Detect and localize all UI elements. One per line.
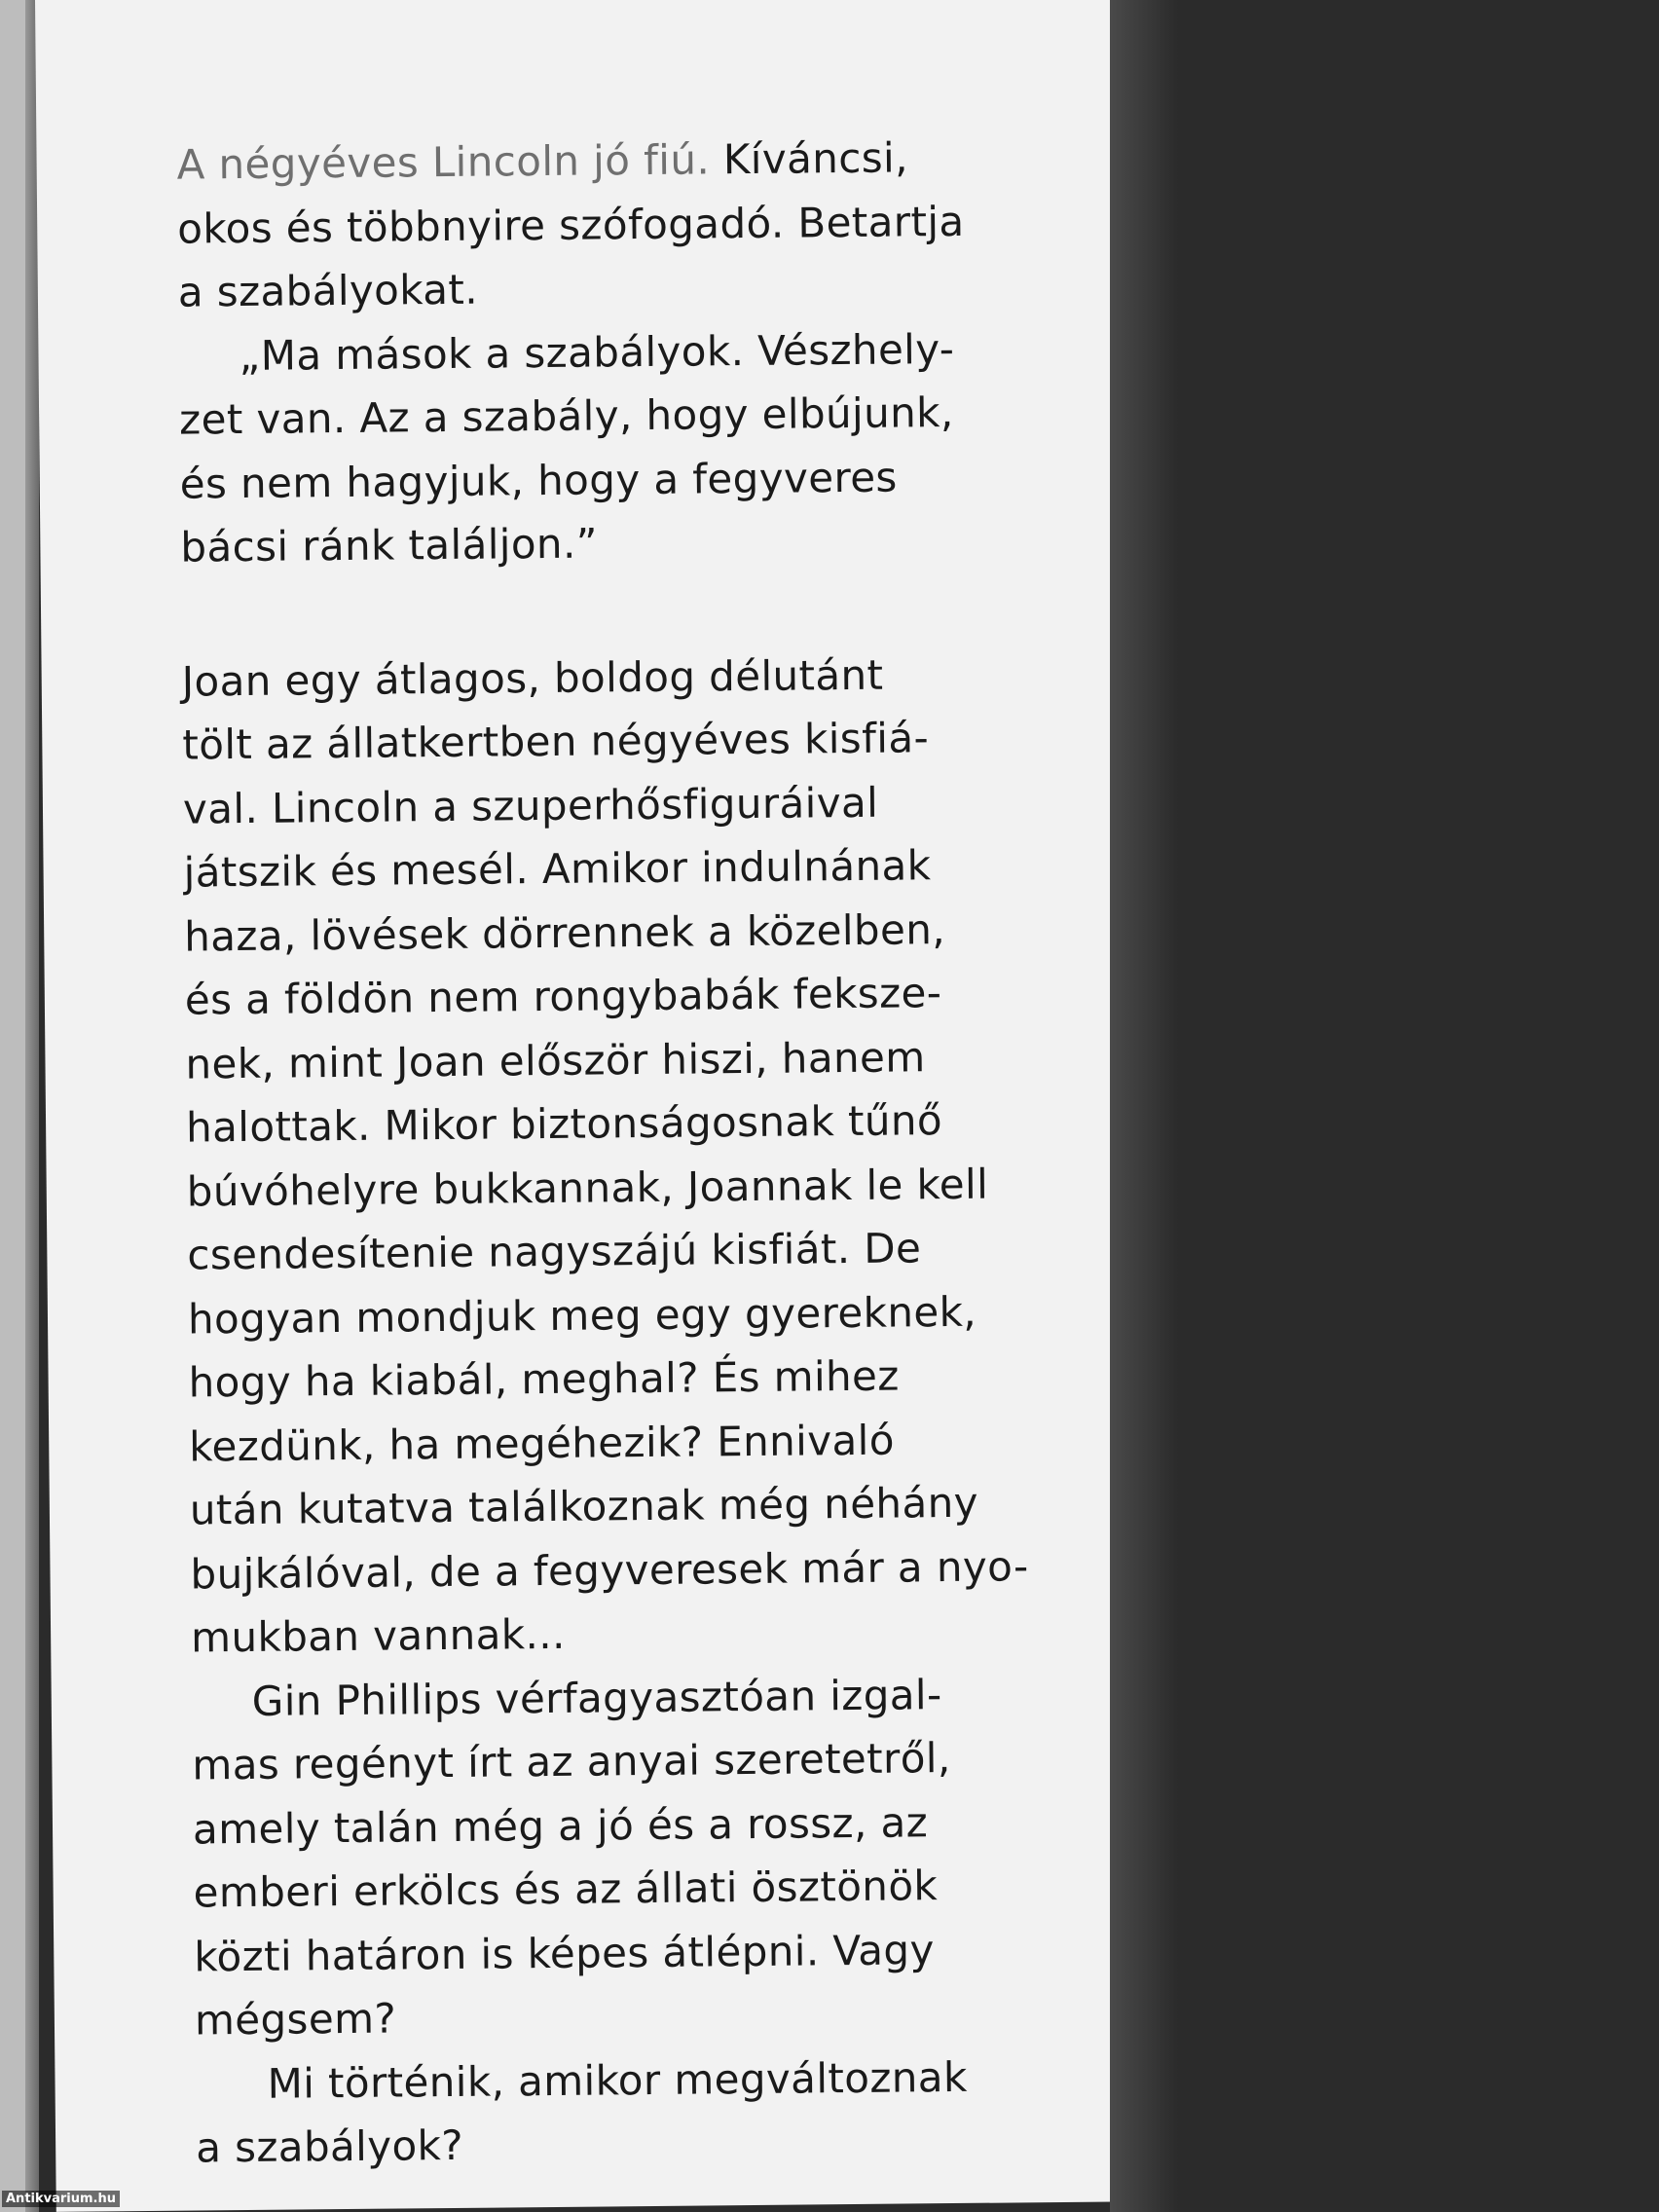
text-line: a szabályokat. [177, 265, 479, 316]
text-line: zet van. Az a szabály, hogy elbújunk, [178, 387, 954, 444]
text-line: és nem hagyjuk, hogy a fegyveres [179, 453, 898, 508]
text-line: nek, mint Joan először hiszi, hanem [185, 1032, 926, 1088]
text-line: Mi történik, amikor megváltoznak [267, 2052, 968, 2108]
text-line: bujkálóval, de a fegyveresek már a nyo- [190, 1541, 1029, 1599]
text-line: halottak. Mikor biztonságosnak tűnő [185, 1096, 943, 1152]
text-line: kezdünk, ha megéhezik? Ennivaló [189, 1416, 896, 1471]
text-line: Joan egy átlagos, boldog délutánt [181, 650, 884, 706]
page-edge-shadow [1110, 0, 1178, 2212]
text-line: búvóhelyre bukkannak, Joannak le kell [186, 1160, 989, 1216]
text-line: hogy ha kiabál, meghal? És mihez [188, 1351, 900, 1407]
text-line [176, 125, 1034, 197]
text-line: mas regényt írt az anyai szeretetről, [192, 1734, 951, 1789]
watermark: Antikvarium.hu [2, 2191, 120, 2207]
text-line: „Ma mások a szabályok. Vészhely- [239, 324, 955, 380]
text-line: tölt az állatkertben négyéves kisfiá- [182, 714, 930, 769]
text-line: csendesítenie nagyszájú kisfiát. De [187, 1224, 922, 1279]
text-line: amely talán még a jó és a rossz, az [192, 1797, 929, 1854]
text-line: okos és többnyire szófogadó. Betartja [177, 197, 965, 253]
paragraph-gap [181, 571, 1039, 649]
text-line: közti határon is képes átlépni. Vagy [194, 1925, 935, 1981]
text-line: és a földön nem rongybabák feksze- [184, 969, 942, 1024]
text-line: mukban vannak... [190, 1609, 566, 1662]
text-line: bácsi ránk találjon.” [180, 519, 599, 571]
text-line: haza, lövések dörrennek a közelben, [184, 904, 946, 961]
text-line: mégsem? [194, 1994, 397, 2045]
text-line: hogyan mondjuk meg egy gyereknek, [187, 1287, 977, 1344]
text-line: után kutatva találkoznak még néhány [189, 1478, 979, 1534]
book-gutter-shadow [25, 0, 39, 2212]
text-line: a szabályok? [195, 2120, 464, 2172]
text-line: Gin Phillips vérfagyasztóan izgal- [251, 1670, 942, 1725]
text-line: játszik és mesél. Amikor indulnának [183, 841, 932, 897]
text-segment: Kíváncsi, [709, 133, 909, 184]
lead-phrase: A négyéves Lincoln jó fiú. [176, 135, 711, 189]
book-left-edge [0, 0, 33, 2212]
text-line: emberi erkölcs és az állati ösztönök [193, 1862, 939, 1917]
back-cover-page [35, 0, 1131, 2212]
blurb-text [176, 125, 1052, 2180]
text-line: val. Lincoln a szuperhősfiguráival [182, 778, 879, 833]
